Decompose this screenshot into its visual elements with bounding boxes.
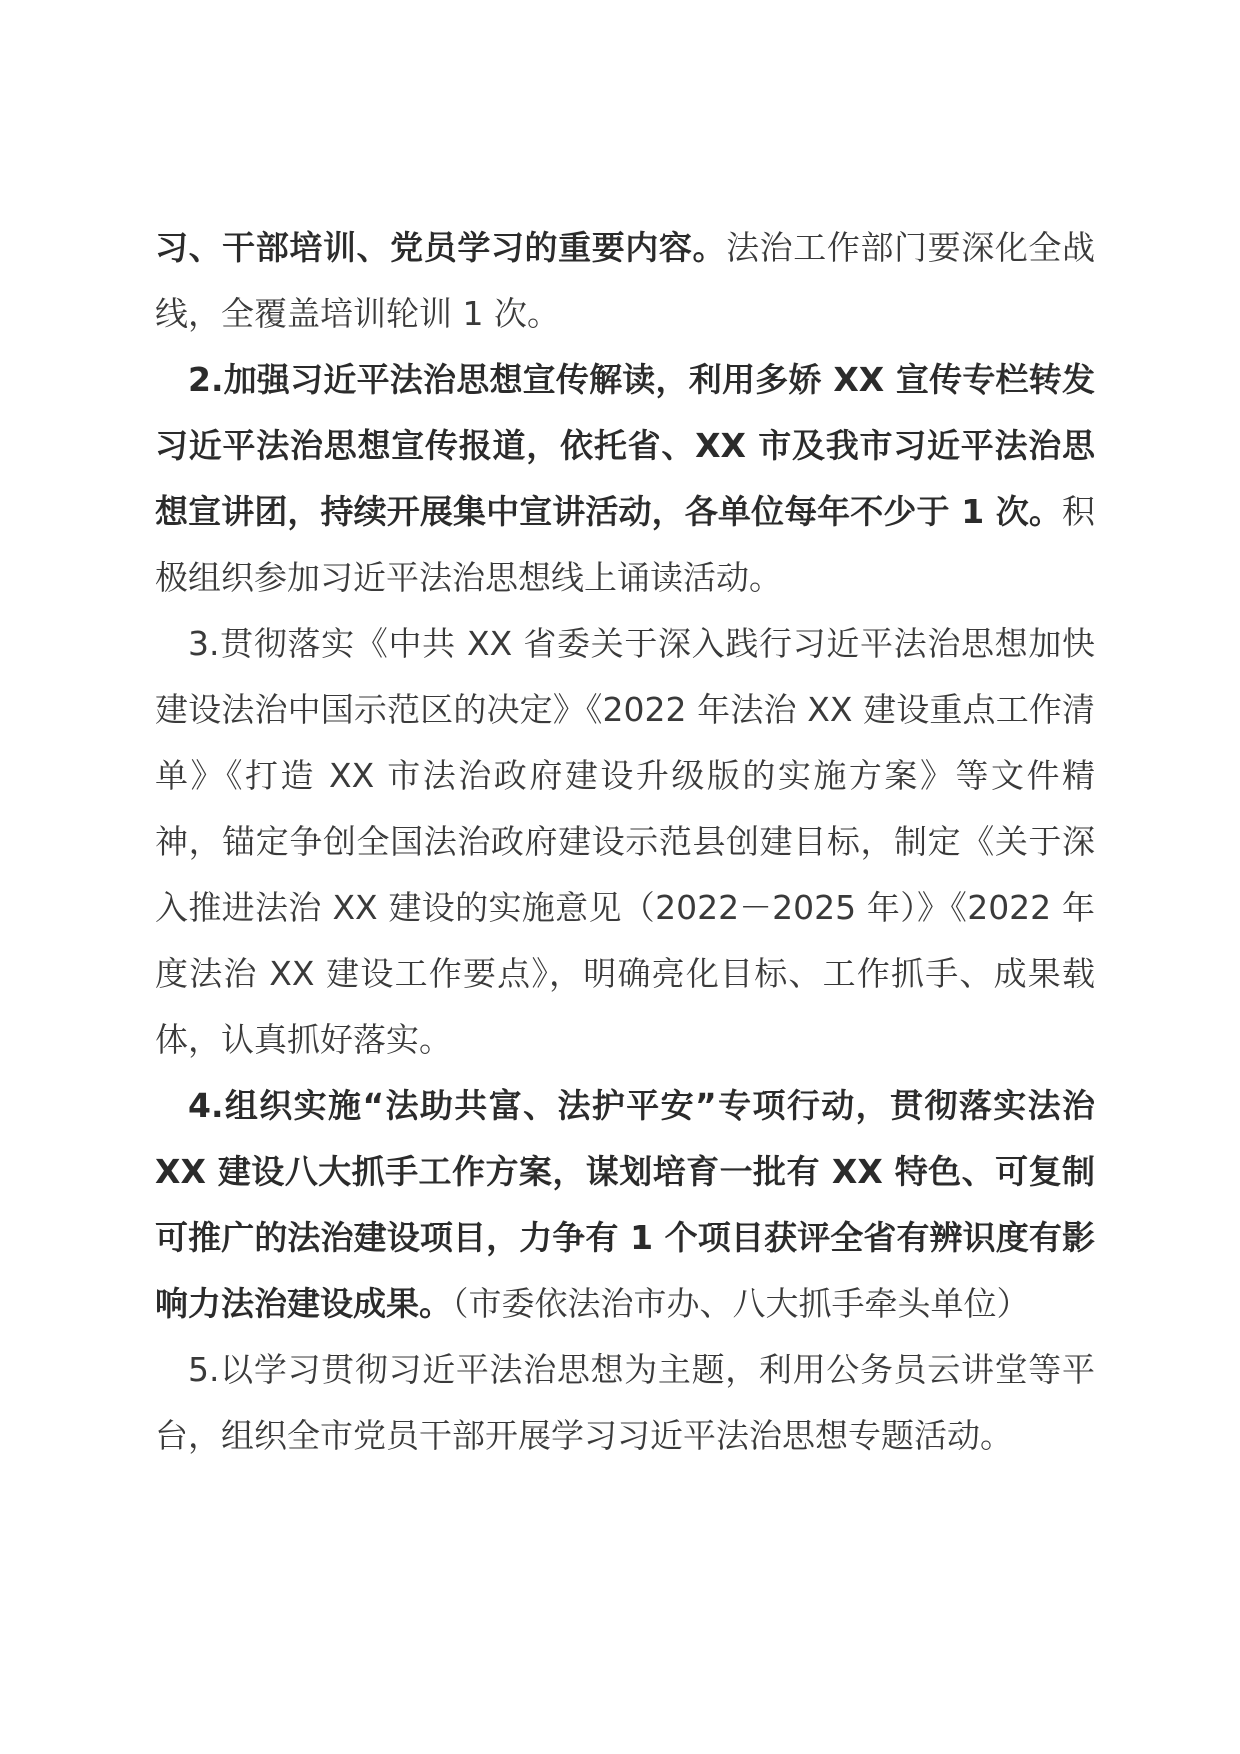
paragraph-2-text: 积极组织参加习近平法治思想线上诵读活动。 <box>155 492 1095 597</box>
paragraph-4-text: （市委依法治市办、八大抓手牵头单位） <box>452 1284 1030 1323</box>
paragraph-1-text: 法治工作部门要深化全战线，全覆盖培训轮训 1 次。 <box>155 228 1096 333</box>
paragraph-5-text: 5.以学习贯彻习近平法治思想为主题，利用公务员云讲堂等平台，组织全市党员干部开展学习习近平法治思想专题活动。 <box>155 1350 1095 1455</box>
paragraph-3 <box>155 611 1095 1073</box>
paragraph-3-text: 3.贯彻落实《中共 XX 省委关于深入践行习近平法治思想加快建设法治中国示范区的决定》《2022 年法治 XX 建设重点工作清单》《打造 XX 市法治政府建设升级版的实施方案》等文件精神，锚定争创全国法治政府建设示范县创建目标，制定《关于深入推进法治 XX 建设的实施意见（2022－2025 年）》《2022 年度法治 XX 建设工作要点》，明确亮化目标、工作抓手、成果载体，认真抓好落实。 <box>155 624 1095 1059</box>
paragraph-1 <box>155 215 1095 347</box>
paragraph-4 <box>155 1073 1095 1337</box>
paragraph-5 <box>155 1337 1095 1469</box>
paragraph-2 <box>155 347 1095 611</box>
paragraph-2-bold: 2.加强习近平法治思想宣传解读，利用多娇 XX 宣传专栏转发习近平法治思想宣传报道，依托省、XX 市及我市习近平法治思想宣讲团，持续开展集中宣讲活动，各单位每年不少于 1 次。 <box>155 360 1095 531</box>
paragraph-4-bold: 4.组织实施“法助共富、法护平安”专项行动，贯彻落实法治 XX 建设八大抓手工作方案，谋划培育一批有 XX 特色、可复制可推广的法治建设项目，力争有 1 个项目获评全省有辨识度有影响力法治建设成果。 <box>155 1086 1095 1323</box>
document-page <box>155 215 1095 1469</box>
paragraph-1-bold: 习、干部培训、党员学习的重要内容。 <box>155 228 727 267</box>
